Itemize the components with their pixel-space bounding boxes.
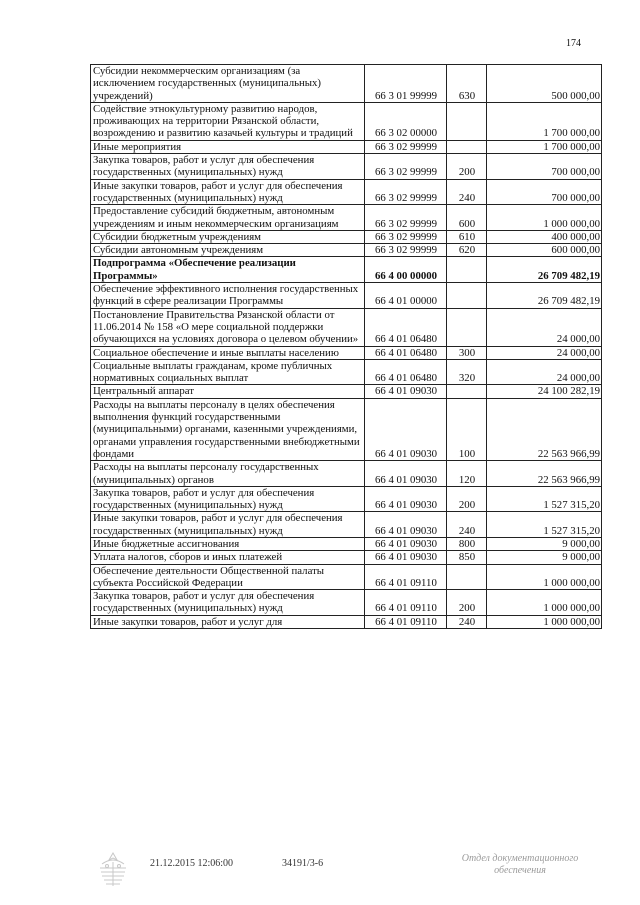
row-code-cell: 66 3 02 00000 [365,102,447,140]
row-expense-type-cell [447,257,487,283]
row-expense-type-cell [447,385,487,398]
row-code-cell: 66 4 01 09030 [365,551,447,564]
row-sum-cell: 1 000 000,00 [487,590,602,616]
row-name-cell: Обеспечение эффективного исполнения государственных функций в сфере реализации Программы [91,283,365,309]
row-name-cell: Расходы на выплаты персоналу государственных (муниципальных) органов [91,461,365,487]
table-row [91,283,602,309]
row-code-cell: 66 4 01 09030 [365,512,447,538]
table-row [91,590,602,616]
row-sum-cell: 1 700 000,00 [487,140,602,153]
row-code-cell: 66 4 01 09030 [365,537,447,550]
stamp-line-1: Отдел документационного [461,853,579,864]
row-name-cell: Обеспечение деятельности Общественной палаты субъекта Российской Федерации [91,564,365,590]
row-code-cell: 66 4 01 06480 [365,308,447,346]
row-name-cell: Закупка товаров, работ и услуг для обеспечения государственных (муниципальных) нужд [91,486,365,512]
row-expense-type-cell: 100 [447,398,487,460]
row-name-cell: Предоставление субсидий бюджетным, автономным учреждениям и иным некоммерческим организациям [91,205,365,231]
table-row [91,385,602,398]
table-row [91,205,602,231]
row-name-cell: Центральный аппарат [91,385,365,398]
row-expense-type-cell: 320 [447,359,487,385]
table-row [91,308,602,346]
table-row [91,65,602,103]
row-name-cell: Субсидии некоммерческим организациям (за исключением государственных (муниципальных) учреждений) [91,65,365,103]
row-sum-cell: 22 563 966,99 [487,398,602,460]
row-name-cell: Подпрограмма «Обеспечение реализации Программы» [91,257,365,283]
table-row [91,244,602,257]
row-sum-cell: 24 000,00 [487,359,602,385]
table-row [91,257,602,283]
row-sum-cell: 700 000,00 [487,179,602,205]
row-name-cell: Иные закупки товаров, работ и услуг для [91,615,365,628]
stamp-line-2: обеспечения [494,865,546,876]
row-sum-cell: 9 000,00 [487,537,602,550]
table-row [91,486,602,512]
table-row [91,154,602,180]
row-code-cell: 66 4 01 09110 [365,590,447,616]
row-code-cell: 66 4 01 09110 [365,564,447,590]
row-code-cell: 66 4 01 09030 [365,461,447,487]
row-sum-cell: 22 563 966,99 [487,461,602,487]
row-expense-type-cell: 300 [447,346,487,359]
row-sum-cell: 26 709 482,19 [487,283,602,309]
row-name-cell: Постановление Правительства Рязанской области от 11.06.2014 № 158 «О мере социальной поддержки обучающихся на условиях договора о целевом обучении» [91,308,365,346]
row-expense-type-cell: 600 [447,205,487,231]
table-row [91,230,602,243]
row-code-cell: 66 3 02 99999 [365,230,447,243]
row-name-cell: Социальные выплаты гражданам, кроме публичных нормативных социальных выплат [91,359,365,385]
row-name-cell: Иные мероприятия [91,140,365,153]
row-sum-cell: 24 000,00 [487,308,602,346]
row-expense-type-cell: 120 [447,461,487,487]
row-code-cell: 66 4 00 00000 [365,257,447,283]
budget-table-body [91,65,602,629]
row-code-cell: 66 4 01 09110 [365,615,447,628]
row-sum-cell: 1 700 000,00 [487,102,602,140]
department-stamp [445,853,595,877]
row-code-cell: 66 4 01 06480 [365,346,447,359]
row-expense-type-cell: 620 [447,244,487,257]
row-sum-cell: 600 000,00 [487,244,602,257]
table-row [91,102,602,140]
row-name-cell: Уплата налогов, сборов и иных платежей [91,551,365,564]
row-sum-cell: 700 000,00 [487,154,602,180]
emblem-icon [94,850,132,895]
row-code-cell: 66 4 01 09030 [365,398,447,460]
page-number: 174 [566,38,581,49]
table-row [91,537,602,550]
table-row [91,398,602,460]
row-sum-cell: 1 000 000,00 [487,205,602,231]
row-expense-type-cell [447,308,487,346]
row-expense-type-cell: 200 [447,154,487,180]
row-code-cell: 66 4 01 09030 [365,385,447,398]
row-sum-cell: 1 000 000,00 [487,564,602,590]
row-expense-type-cell: 200 [447,590,487,616]
row-name-cell: Расходы на выплаты персоналу в целях обеспечения выполнения функций государственными (муниципальными) органами, казенными учреждениями, органами управления государственными внебюджетными фондами [91,398,365,460]
row-code-cell: 66 4 01 06480 [365,359,447,385]
table-row [91,140,602,153]
table-row [91,359,602,385]
table-row [91,179,602,205]
row-name-cell: Субсидии автономным учреждениям [91,244,365,257]
row-expense-type-cell [447,102,487,140]
row-code-cell: 66 4 01 09030 [365,486,447,512]
row-expense-type-cell [447,283,487,309]
table-row [91,461,602,487]
row-code-cell: 66 3 01 99999 [365,65,447,103]
row-code-cell: 66 3 02 99999 [365,140,447,153]
table-row [91,564,602,590]
row-sum-cell: 1 527 315,20 [487,512,602,538]
table-row [91,346,602,359]
footer-doc-number: 34191/3-6 [282,858,324,869]
row-sum-cell: 500 000,00 [487,65,602,103]
row-name-cell: Содействие этнокультурному развитию народов, проживающих на территории Рязанской области, возрождению и развитию казачьей культуры и традиций [91,102,365,140]
table-row [91,551,602,564]
row-expense-type-cell: 850 [447,551,487,564]
row-expense-type-cell: 240 [447,179,487,205]
footer-datetime: 21.12.2015 12:06:00 [150,858,234,869]
row-sum-cell: 24 000,00 [487,346,602,359]
row-name-cell: Социальное обеспечение и иные выплаты населению [91,346,365,359]
table-row [91,512,602,538]
row-name-cell: Иные закупки товаров, работ и услуг для обеспечения государственных (муниципальных) нужд [91,512,365,538]
budget-table [90,64,602,629]
row-sum-cell: 400 000,00 [487,230,602,243]
row-expense-type-cell: 240 [447,512,487,538]
row-expense-type-cell: 630 [447,65,487,103]
row-name-cell: Субсидии бюджетным учреждениям [91,230,365,243]
row-expense-type-cell: 800 [447,537,487,550]
row-code-cell: 66 3 02 99999 [365,154,447,180]
table-row [91,615,602,628]
row-expense-type-cell [447,564,487,590]
row-sum-cell: 1 527 315,20 [487,486,602,512]
row-sum-cell: 9 000,00 [487,551,602,564]
row-code-cell: 66 3 02 99999 [365,179,447,205]
row-expense-type-cell [447,140,487,153]
row-name-cell: Закупка товаров, работ и услуг для обеспечения государственных (муниципальных) нужд [91,154,365,180]
row-sum-cell: 1 000 000,00 [487,615,602,628]
row-name-cell: Закупка товаров, работ и услуг для обеспечения государственных (муниципальных) нужд [91,590,365,616]
row-code-cell: 66 3 02 99999 [365,244,447,257]
row-code-cell: 66 3 02 99999 [365,205,447,231]
row-name-cell: Иные бюджетные ассигнования [91,537,365,550]
row-expense-type-cell: 240 [447,615,487,628]
row-expense-type-cell: 610 [447,230,487,243]
row-sum-cell: 24 100 282,19 [487,385,602,398]
row-expense-type-cell: 200 [447,486,487,512]
row-code-cell: 66 4 01 00000 [365,283,447,309]
row-sum-cell: 26 709 482,19 [487,257,602,283]
row-name-cell: Иные закупки товаров, работ и услуг для обеспечения государственных (муниципальных) нужд [91,179,365,205]
